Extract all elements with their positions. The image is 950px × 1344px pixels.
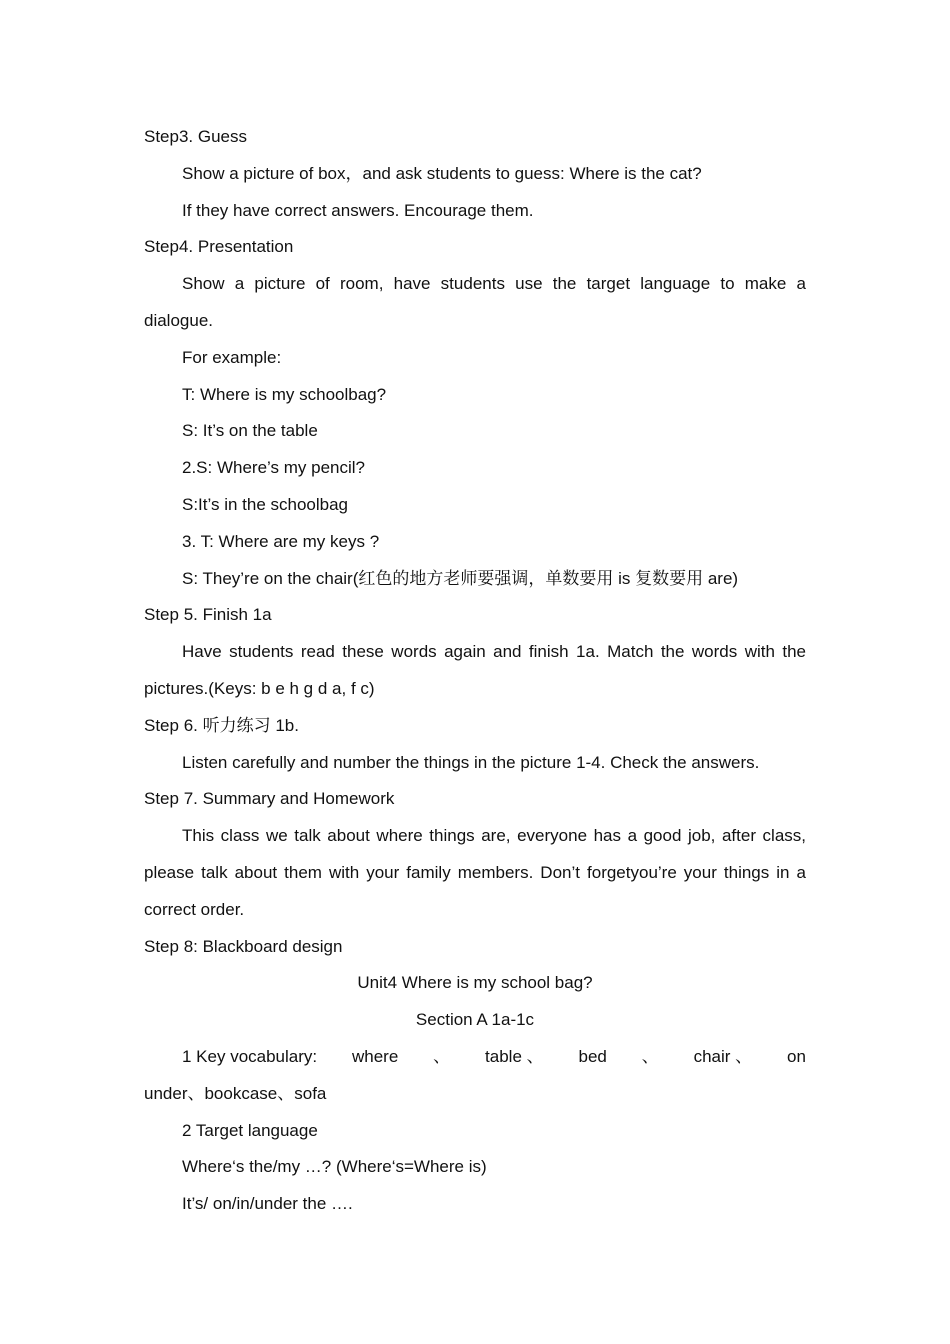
dialogue-line: S: They’re on the chair(红色的地方老师要强调，单数要用 is 复数要用 are) xyxy=(182,568,739,588)
dialogue-line: S:It’s in the schoolbag xyxy=(182,494,349,514)
step3-text-2: If they have correct answers. Encourage them. xyxy=(182,200,534,220)
vocab-word: bed xyxy=(578,1046,607,1066)
step3-heading: Step3. Guess xyxy=(144,127,248,146)
step6-text: Listen carefully and number the things in the picture 1-4. Check the answers. xyxy=(182,752,760,772)
step7-text-3: correct order. xyxy=(144,899,245,919)
blackboard-subtitle: Section A 1a-1c xyxy=(415,1010,535,1030)
step7-text-1: This class we talk about where things are, everyone has a good job, after class, xyxy=(182,826,806,846)
step6-heading: Step 6. 听力练习 1b. xyxy=(144,715,299,735)
example-label: For example: xyxy=(182,347,282,367)
dialogue-line: T: Where is my schoolbag? xyxy=(182,384,387,404)
target-language-line: It’s/ on/in/under the …. xyxy=(182,1194,353,1214)
dialogue-line: S: It’s on the table xyxy=(182,421,318,441)
step7-heading: Step 7. Summary and Homework xyxy=(144,789,395,809)
vocab-word: table 、 xyxy=(485,1046,544,1066)
dialogue-line: 2.S: Where’s my pencil? xyxy=(182,458,365,478)
step4-text-1: Show a picture of room, have students use the target language to make a xyxy=(182,274,806,294)
vocab-separator: 、 xyxy=(433,1046,451,1066)
document-page xyxy=(144,123,806,1227)
dialogue-line: 3. T: Where are my keys ? xyxy=(182,531,380,551)
target-language-heading: 2 Target language xyxy=(182,1120,318,1140)
step3-text-1: Show a picture of box，and ask students to guess: Where is the cat? xyxy=(182,163,702,183)
vocab-word: chair 、 xyxy=(693,1046,753,1066)
vocab-word: on xyxy=(787,1046,806,1066)
vocab-word: where xyxy=(352,1046,399,1066)
step5-text-2: pictures.(Keys: b e h g d a, f c) xyxy=(144,678,375,698)
step4-text-2: dialogue. xyxy=(144,310,214,330)
vocab-separator: 、 xyxy=(641,1046,659,1066)
step5-text-1: Have students read these words again and finish 1a. Match the words with the xyxy=(182,642,806,662)
step8-heading: Step 8: Blackboard design xyxy=(144,936,343,956)
target-language-line: Where‘s the/my …? (Where‘s=Where is) xyxy=(182,1157,487,1177)
key-vocabulary-line xyxy=(144,1043,806,1080)
vocab-continuation: under、bookcase、sofa xyxy=(144,1083,327,1103)
step7-text-2: please talk about them with your family members. Don’t forgetyou’re your things in a xyxy=(144,862,806,882)
vocab-label: 1 Key vocabulary: xyxy=(182,1046,318,1066)
step5-heading: Step 5. Finish 1a xyxy=(144,605,272,625)
step4-heading: Step4. Presentation xyxy=(144,237,294,257)
blackboard-title: Unit4 Where is my school bag? xyxy=(357,973,593,993)
